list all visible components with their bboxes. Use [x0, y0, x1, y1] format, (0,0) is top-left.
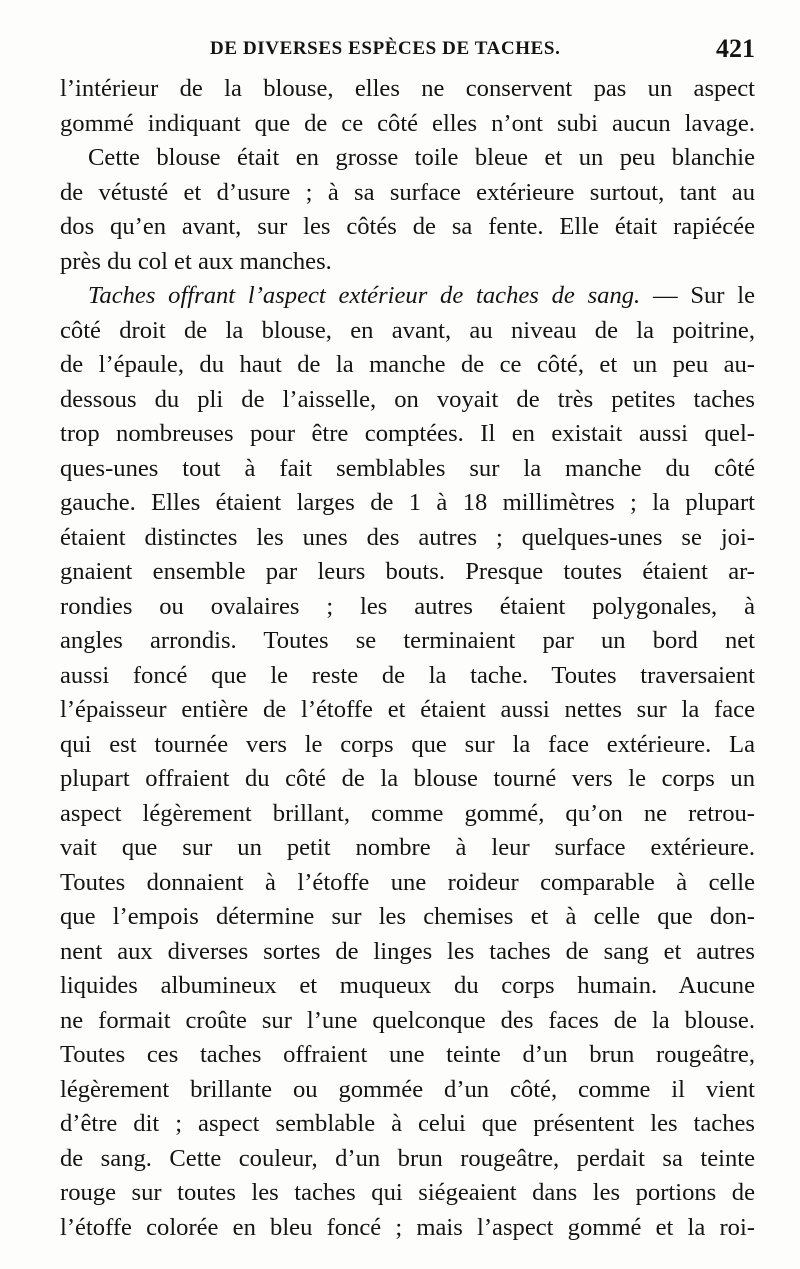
text-line: l’épaisseur entière de l’étoffe et étaient aussi nettes sur la face: [60, 696, 755, 723]
text-line: Toutes donnaient à l’étoffe une roideur comparable à celle: [60, 868, 755, 896]
text-line: que l’empois détermine sur les chemises et à celle que don-: [60, 903, 755, 930]
text-line: nent aux diverses sortes de linges les taches de sang et autres: [60, 937, 755, 965]
text-line-continuation: — Sur le: [640, 282, 755, 309]
text-line: liquides albumineux et muqueux du corps humain. Aucune: [60, 972, 755, 999]
text-line: l’étoffe colorée en bleu foncé ; mais l’aspect gommé et la roi-: [60, 1213, 755, 1241]
text-line: d’être dit ; aspect semblable à celui que présentent les taches: [60, 1110, 755, 1137]
text-line: angles arrondis. Toutes se terminaient par un bord net: [60, 627, 755, 654]
text-line: vait que sur un petit nombre à leur surface extérieure.: [60, 834, 755, 861]
text-line: Cette blouse était en grosse toile bleue et un peu blanchie: [88, 144, 755, 171]
text-line: gnaient ensemble par leurs bouts. Presque toutes étaient ar-: [60, 558, 755, 585]
text-line: gauche. Elles étaient larges de 1 à 18 millimètres ; la plupart: [60, 489, 755, 516]
text-line: de vétusté et d’usure ; à sa surface extérieure surtout, tant au: [60, 178, 755, 206]
body-text: [60, 72, 755, 1245]
text-line: [60, 279, 755, 314]
text-line: de l’épaule, du haut de la manche de ce côté, et un peu au-: [60, 351, 755, 378]
text-line: plupart offraient du côté de la blouse tourné vers le corps un: [60, 765, 755, 792]
text-line: aussi foncé que le reste de la tache. Toutes traversaient: [60, 661, 755, 689]
text-line: rouge sur toutes les taches qui siégeaient dans les portions de: [60, 1179, 755, 1206]
text-line: de sang. Cette couleur, d’un brun rougeâtre, perdait sa teinte: [60, 1144, 755, 1172]
text-line: qui est tournée vers le corps que sur la face extérieure. La: [60, 730, 755, 758]
text-line: Toutes ces taches offraient une teinte d’un brun rougeâtre,: [60, 1041, 755, 1068]
running-head: [60, 34, 755, 72]
text-line: aspect légèrement brillant, comme gommé, qu’on ne retrou-: [60, 799, 755, 827]
text-line: trop nombreuses pour être comptées. Il en existait aussi quel-: [60, 420, 755, 447]
text-line: ne formait croûte sur l’une quelconque des faces de la blouse.: [60, 1006, 755, 1034]
running-title: DE DIVERSES ESPÈCES DE TACHES.: [210, 38, 561, 59]
text-line: gommé indiquant que de ce côté elles n’ont subi aucun lavage.: [60, 109, 755, 137]
text-line: côté droit de la blouse, en avant, au niveau de la poitrine,: [60, 316, 755, 344]
page-number: 421: [716, 34, 755, 63]
text-line: ques-unes tout à fait semblables sur la manche du côté: [60, 454, 755, 482]
section-heading-italic: Taches offrant l’aspect extérieur de taches de sang.: [88, 282, 641, 309]
text-line: l’intérieur de la blouse, elles ne conservent pas un aspect: [60, 75, 755, 102]
text-line: légèrement brillante ou gommée d’un côté, comme il vient: [60, 1075, 755, 1103]
text-line: près du col et aux manches.: [60, 247, 332, 275]
text-line: étaient distinctes les unes des autres ; quelques-unes se joi-: [60, 523, 755, 551]
text-line: rondies ou ovalaires ; les autres étaient polygonales, à: [60, 592, 755, 620]
text-line: dos qu’en avant, sur les côtés de sa fente. Elle était rapiécée: [60, 213, 755, 240]
text-line: dessous du pli de l’aisselle, on voyait de très petites taches: [60, 385, 755, 413]
